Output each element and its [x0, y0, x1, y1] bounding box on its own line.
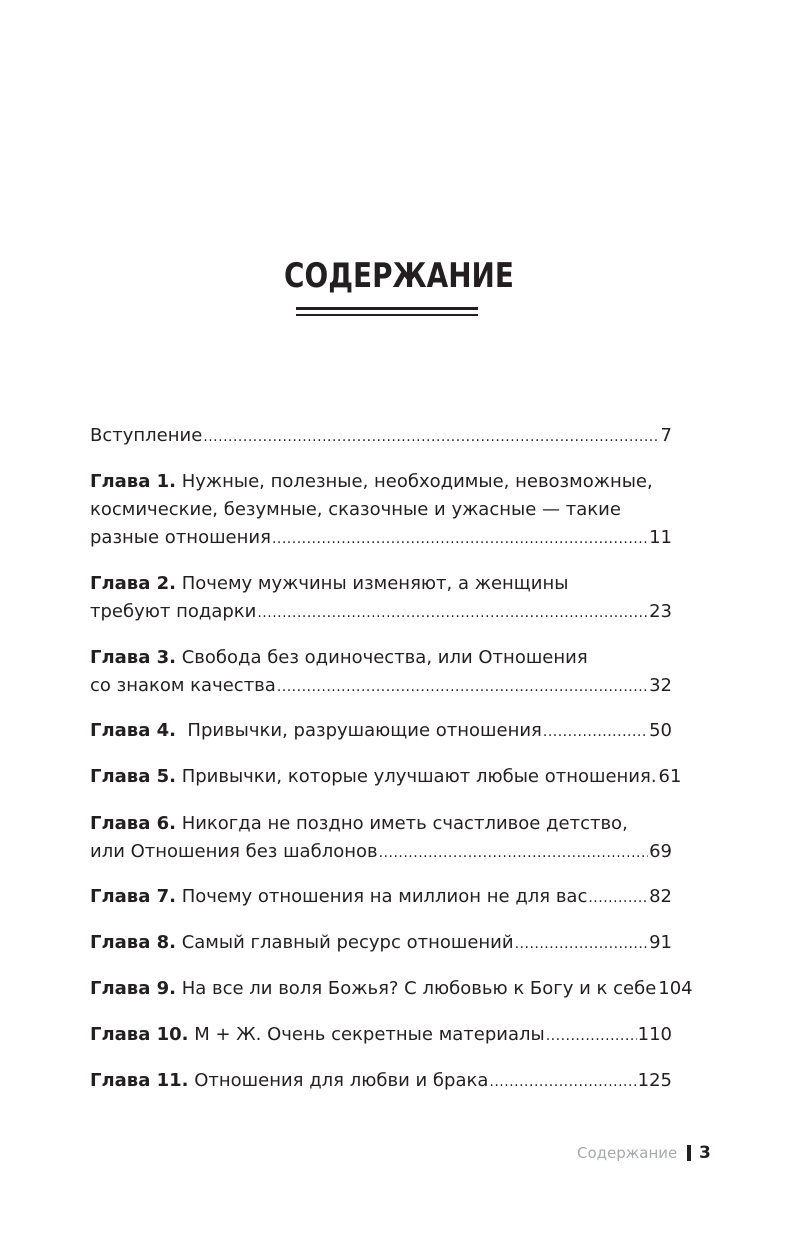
toc-entry-chapter-1[interactable] [90, 468, 672, 552]
toc-page-number: 82 [649, 886, 672, 907]
toc-entry-text: Вступление [90, 425, 203, 446]
chapter-label: Глава 6. [90, 813, 176, 834]
title-rule-thin [296, 314, 478, 316]
leader-dots [277, 673, 648, 701]
toc-page-number: 11 [649, 527, 672, 548]
leader-dots [257, 599, 648, 627]
chapter-label: Глава 7. [90, 886, 176, 907]
leader-dots [543, 718, 648, 746]
chapter-label: Глава 9. [90, 978, 176, 999]
toc-entry-chapter-3[interactable] [90, 644, 672, 700]
toc-page-number: 110 [637, 1024, 672, 1045]
toc-entry-text: Отношения для любви и брака [188, 1070, 489, 1091]
toc-entry-text: космические, безумные, сказочные и ужасные — такие [90, 499, 621, 520]
toc-entry-text: Привычки, которые улучшают любые отношения. [175, 766, 657, 787]
leader-dots [379, 839, 648, 867]
chapter-label: Глава 3. [90, 647, 176, 668]
page-title: СОДЕРЖАНИЕ [284, 256, 514, 296]
leader-dots [489, 1068, 636, 1096]
toc-page-number: 50 [649, 720, 672, 741]
leader-dots [272, 525, 648, 553]
toc-entry-text: требуют подарки [90, 601, 257, 622]
toc-page-number: 7 [660, 425, 672, 446]
toc-page-number: 23 [649, 601, 672, 622]
toc-entry-chapter-10[interactable] [90, 1021, 672, 1049]
toc-entry-chapter-9[interactable] [90, 975, 693, 1003]
toc-page-number: 104 [658, 978, 693, 999]
toc-entry-chapter-6[interactable] [90, 810, 672, 866]
chapter-label: Глава 10. [90, 1024, 189, 1045]
running-footer-section: Содержание [577, 1144, 678, 1162]
toc-entry-text: со знаком качества [90, 675, 276, 696]
chapter-label: Глава 1. [90, 471, 176, 492]
toc-entry-text: Самый главный ресурс отношений [175, 932, 514, 953]
chapter-label: Глава 5. [90, 766, 176, 787]
toc-entry-chapter-11[interactable] [90, 1067, 672, 1095]
toc-page-number: 32 [649, 675, 672, 696]
toc-entry-chapter-4[interactable] [90, 717, 672, 745]
toc-page-number: 61 [658, 766, 682, 787]
leader-dots [546, 1022, 637, 1050]
toc-entry-text: На все ли воля Божья? С любовью к Богу и к себе [175, 978, 657, 999]
chapter-label: Глава 11. [90, 1070, 189, 1091]
page-number: 3 [699, 1143, 711, 1163]
toc-entry-text: разные отношения [90, 527, 271, 548]
toc-entry-text: Привычки, разрушающие отношения [175, 720, 542, 741]
toc-page-number: 91 [649, 932, 672, 953]
chapter-label: Глава 2. [90, 573, 176, 594]
chapter-label: Глава 4. [90, 720, 176, 741]
leader-dots [515, 930, 649, 958]
toc-entry-chapter-7[interactable] [90, 883, 672, 911]
toc-entry-text: М + Ж. Очень секретные материалы [188, 1024, 545, 1045]
toc-entry-text: или Отношения без шаблонов [90, 841, 378, 862]
leader-dots [588, 884, 648, 912]
footer-separator-bar [687, 1145, 691, 1161]
toc-entry-chapter-5[interactable] [90, 763, 682, 791]
title-rule-thick [296, 307, 478, 310]
toc-entry-text: Никогда не поздно иметь счастливое детство, [175, 813, 628, 834]
toc-entry-text: Почему отношения на миллион не для вас [175, 886, 588, 907]
toc-entry-chapter-2[interactable] [90, 570, 672, 626]
leader-dots [203, 423, 659, 451]
toc-page-number: 125 [637, 1070, 672, 1091]
toc-entry-text: Почему мужчины изменяют, а женщины [175, 573, 569, 594]
toc-page-number: 69 [649, 841, 672, 862]
toc-entry-chapter-8[interactable] [90, 929, 672, 957]
toc-entry-text: Нужные, полезные, необходимые, невозможные, [175, 471, 653, 492]
toc-entry-text: Свобода без одиночества, или Отношения [175, 647, 588, 668]
chapter-label: Глава 8. [90, 932, 176, 953]
toc-entry-intro[interactable] [90, 422, 672, 450]
